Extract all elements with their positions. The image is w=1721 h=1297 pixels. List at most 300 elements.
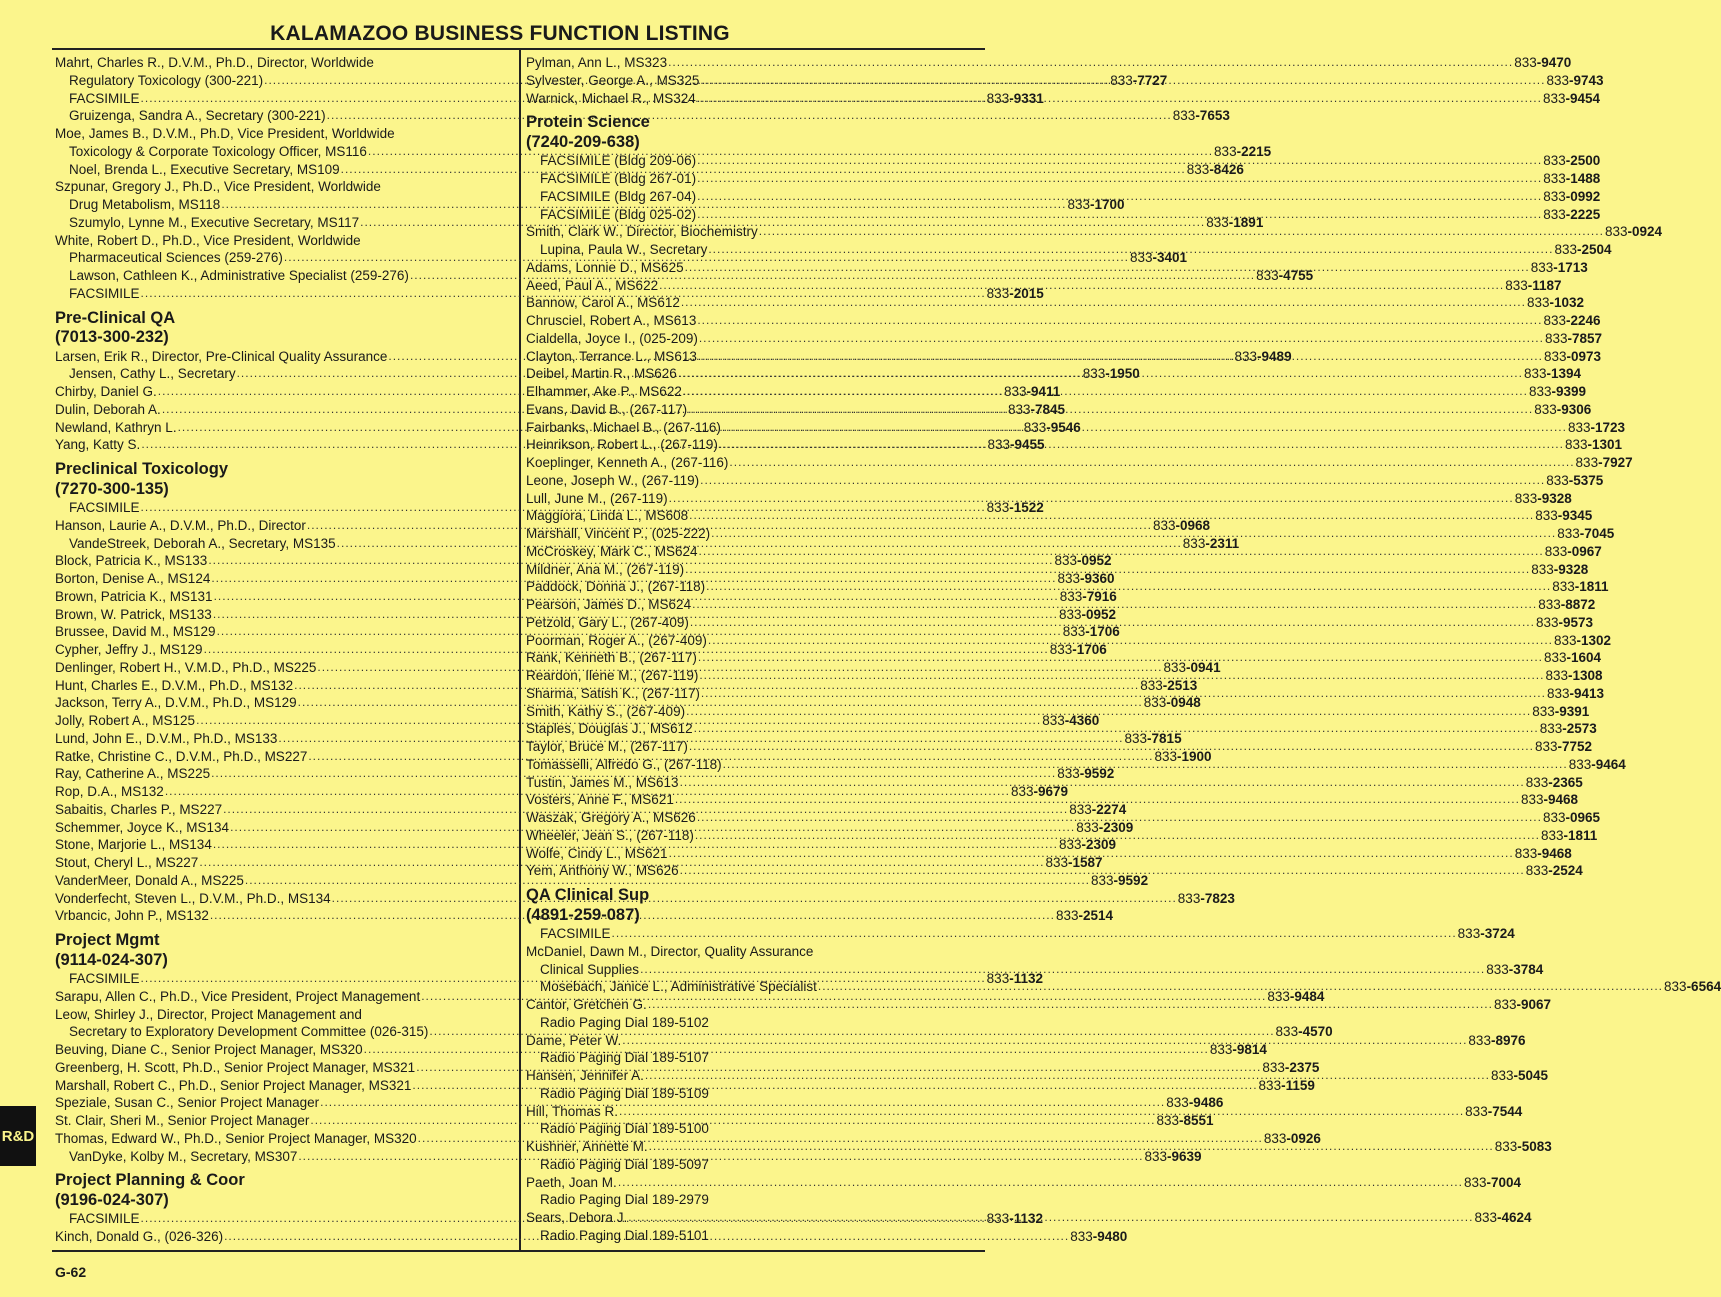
entry-name: Staples, Douglas J., MS612: [526, 721, 693, 737]
phone-number: [1541, 827, 1597, 845]
entry-name: Wheeler, Jean S., (267-118): [526, 827, 694, 843]
phone-number: [1491, 1067, 1548, 1085]
phone-extension: -8426: [1209, 161, 1244, 177]
entry-name: VandeStreek, Deborah A., Secretary, MS135: [69, 535, 336, 551]
entry-name: Lund, John E., D.V.M., Ph.D., MS133: [55, 730, 278, 746]
dot-leader: [697, 809, 1542, 827]
dot-leader: [722, 419, 1567, 437]
phone-prefix: 833: [1543, 313, 1566, 328]
entry-name: Regulatory Toxicology (300-221): [69, 72, 264, 88]
phone-prefix: 833: [1540, 827, 1564, 843]
phone-extension: -1723: [1590, 419, 1626, 435]
directory-entry: [526, 1227, 982, 1245]
page-title: KALAMAZOO BUSINESS FUNCTION LISTING: [270, 22, 730, 45]
phone-prefix: 833: [1076, 819, 1099, 835]
entry-name: Mahrt, Charles R., D.V.M., Ph.D., Director, Worldwide: [55, 55, 374, 70]
bottom-rule: [52, 1250, 985, 1252]
dot-leader: [708, 632, 1553, 650]
entry-name: Clayton, Terrance L., MS613: [526, 348, 697, 364]
phone-prefix: 833: [1062, 624, 1086, 640]
phone-number: [1494, 996, 1551, 1014]
phone-prefix: 833: [1520, 792, 1544, 808]
dot-leader: [759, 223, 1604, 241]
entry-name: Sarapu, Allen C., Ph.D., Vice President, Project Management: [55, 988, 421, 1004]
entry-name: FACSIMILE: [69, 1211, 140, 1227]
phone-prefix: 833: [1528, 384, 1552, 399]
phone-extension: -1587: [1068, 855, 1103, 870]
phone-extension: -3724: [1480, 926, 1515, 941]
phone-prefix: 833: [986, 500, 1010, 515]
entry-name: Stone, Marjorie L., MS134: [55, 837, 212, 853]
entry-name: VanDyke, Kolby M., Secretary, MS307: [69, 1148, 298, 1164]
section-tab: R&D: [0, 1106, 36, 1166]
entry-name: Secretary to Exploratory Development Committee (026-315): [69, 1024, 429, 1040]
phone-prefix: 833: [1552, 579, 1575, 595]
phone-extension: -7916: [1082, 588, 1117, 604]
dot-leader: [697, 152, 1542, 170]
dot-leader: [692, 596, 1537, 614]
phone-prefix: 833: [1124, 730, 1148, 746]
phone-extension: -3401: [1152, 250, 1188, 266]
phone-prefix: 833: [1457, 926, 1481, 941]
entry-name: Newland, Kathryn L.: [55, 419, 177, 435]
entry-name: Kushner, Annette M.: [526, 1139, 648, 1154]
phone-prefix: 833: [1493, 997, 1517, 1012]
phone-prefix: 833: [986, 1211, 1010, 1227]
phone-extension: -7727: [1132, 72, 1168, 88]
phone-extension: -7004: [1486, 1174, 1522, 1190]
phone-prefix: 833: [1058, 606, 1082, 622]
entry-name: Marshall, Robert C., Ph.D., Senior Project Manager, MS321: [55, 1077, 412, 1093]
phone-extension: -0948: [1166, 695, 1201, 711]
phone-prefix: 833: [1057, 766, 1080, 782]
phone-number: [1515, 845, 1572, 863]
phone-number: [1070, 1228, 1127, 1246]
page-number: G-62: [55, 1264, 87, 1280]
entry-name: Radio Paging Dial 189-5101: [540, 1227, 709, 1243]
dot-leader: [729, 454, 1574, 472]
phone-number: [1664, 978, 1721, 996]
phone-extension: -2015: [1009, 285, 1044, 301]
phone-extension: -2375: [1284, 1059, 1320, 1075]
phone-number: [1544, 649, 1601, 667]
entry-name: McDaniel, Dawn M., Director, Quality Assurance: [526, 943, 814, 959]
phone-extension: -0965: [1565, 810, 1601, 825]
phone-number: [1531, 561, 1588, 579]
phone-prefix: 833: [1007, 401, 1031, 417]
phone-extension: -9360: [1080, 571, 1115, 586]
phone-extension: -9814: [1232, 1042, 1267, 1057]
dot-leader: [699, 667, 1544, 685]
dot-leader: [697, 206, 1542, 224]
phone-number: [1552, 578, 1608, 596]
phone-number: [1545, 667, 1602, 685]
section-heading: QA Clinical Sup: [526, 886, 650, 904]
directory-entry: [55, 178, 511, 196]
entry-name: Schemmer, Joyce K., MS134: [55, 819, 230, 835]
phone-number: [1554, 241, 1611, 259]
phone-prefix: 833: [1505, 277, 1528, 293]
phone-extension: -7927: [1598, 455, 1633, 470]
phone-prefix: 833: [1514, 55, 1537, 70]
directory-entry: [526, 943, 982, 961]
phone-extension: -9679: [1033, 784, 1069, 799]
phone-extension: -7045: [1579, 526, 1615, 541]
phone-number: [1568, 419, 1625, 437]
phone-prefix: 833: [1543, 171, 1566, 186]
phone-extension: -9743: [1569, 72, 1604, 88]
entry-name: Pylman, Ann L., MS323: [526, 55, 668, 70]
phone-extension: -1706: [1085, 624, 1120, 640]
directory-entry: [55, 1006, 511, 1024]
phone-prefix: 833: [1543, 206, 1566, 222]
phone-prefix: 833: [1538, 597, 1561, 612]
phone-prefix: 833: [1468, 1032, 1491, 1048]
phone-prefix: 833: [1539, 721, 1563, 737]
directory-entry: [55, 872, 1149, 890]
phone-prefix: 833: [1535, 508, 1558, 524]
phone-extension: -9306: [1556, 401, 1592, 417]
directory-entry: [526, 1085, 982, 1103]
dot-leader: [690, 614, 1535, 632]
phone-extension: -9391: [1554, 703, 1590, 719]
phone-extension: -2309: [1081, 837, 1117, 853]
dot-leader: [688, 401, 1533, 419]
phone-number: [1543, 170, 1600, 188]
entry-name: Ratke, Christine C., D.V.M., Ph.D., MS227: [55, 748, 308, 764]
phone-prefix: 833: [1067, 197, 1090, 212]
phone-extension: -0973: [1566, 348, 1602, 364]
entry-name: FACSIMILE: [69, 971, 140, 986]
entry-name: Vrbancic, John P., MS132: [55, 908, 209, 924]
dot-leader: [700, 72, 1545, 90]
dot-leader: [675, 791, 1520, 809]
section-heading: Pre-Clinical QA: [55, 308, 176, 327]
phone-extension: -9455: [1009, 437, 1045, 453]
phone-extension: -9592: [1113, 872, 1149, 888]
phone-prefix: 833: [1256, 268, 1279, 283]
phone-extension: -5045: [1513, 1068, 1549, 1083]
phone-extension: -9486: [1188, 1095, 1224, 1111]
phone-number: [1543, 188, 1600, 206]
phone-prefix: 833: [1154, 748, 1178, 764]
phone-number: [1527, 294, 1584, 312]
phone-prefix: 833: [1523, 366, 1547, 382]
entry-name: Radio Paging Dial 189-5102: [540, 1014, 709, 1030]
phone-prefix: 833: [986, 90, 1010, 106]
entry-name: FACSIMILE: [69, 90, 140, 106]
entry-name: Jackson, Terry A., D.V.M., Ph.D., MS129: [55, 695, 297, 711]
phone-extension: -0967: [1567, 543, 1602, 559]
phone-number: [1557, 525, 1614, 543]
phone-prefix: 833: [1263, 1130, 1287, 1146]
entry-name: Hunt, Charles E., D.V.M., Ph.D., MS132: [55, 677, 294, 693]
entry-name: Ray, Catherine A., MS225: [55, 766, 211, 782]
phone-extension: -9468: [1543, 792, 1579, 808]
entry-name: Gruizenga, Sandra A., Secretary (300-221): [69, 108, 326, 124]
phone-prefix: 833: [1543, 188, 1566, 204]
phone-number: [1531, 259, 1588, 277]
entry-name: McCroskey, Mark C., MS624: [526, 543, 698, 559]
phone-extension: -1032: [1549, 295, 1585, 311]
phone-number: [1544, 348, 1601, 366]
entry-name: Larsen, Erik R., Director, Pre-Clinical Quality Assurance: [55, 348, 388, 364]
phone-extension: -2311: [1205, 535, 1240, 551]
entry-name: Vonderfecht, Steven L., D.V.M., Ph.D., MS134: [55, 890, 331, 906]
phone-extension: -7845: [1030, 401, 1066, 417]
entry-name: Noel, Brenda L., Executive Secretary, MS109: [69, 161, 340, 177]
phone-extension: -0924: [1627, 224, 1662, 240]
entry-name: Lupina, Paula W., Secretary: [540, 242, 708, 257]
entry-name: FACSIMILE: [69, 285, 140, 301]
phone-prefix: 833: [1010, 784, 1034, 799]
phone-extension: -2573: [1562, 721, 1597, 737]
phone-extension: -3784: [1508, 961, 1544, 977]
entry-name: Paddock, Donna J., (267-118): [526, 579, 706, 595]
entry-name: Brussee, David M., MS129: [55, 624, 216, 640]
dot-leader: [640, 961, 1485, 979]
entry-name: Petzold, Gary L., (267-409): [526, 614, 689, 630]
phone-extension: -4755: [1278, 268, 1314, 283]
phone-number: [1546, 72, 1603, 90]
directory-entry: [526, 1156, 982, 1174]
phone-prefix: 833: [986, 285, 1010, 301]
phone-prefix: 833: [1057, 571, 1081, 586]
phone-prefix: 833: [1604, 224, 1628, 240]
dot-leader: [668, 54, 1513, 72]
phone-extension: -4624: [1496, 1210, 1532, 1225]
dot-leader: [618, 1174, 1463, 1192]
phone-extension: -9328: [1537, 490, 1572, 506]
phone-extension: -2215: [1236, 143, 1272, 159]
dot-leader: [686, 703, 1531, 721]
phone-extension: -7752: [1557, 739, 1593, 754]
entry-name: Brown, W. Patrick, MS133: [55, 606, 212, 622]
phone-extension: -5083: [1517, 1139, 1552, 1154]
phone-extension: -1302: [1576, 632, 1612, 648]
entry-name: Adams, Lonnie D., MS625: [526, 259, 684, 275]
dot-leader: [683, 383, 1528, 401]
entry-name: Cypher, Jeffry J., MS129: [55, 642, 203, 657]
entry-name: St. Clair, Sheri M., Senior Project Manager: [55, 1113, 310, 1128]
entry-name: Kinch, Donald G., (026-326): [55, 1229, 224, 1244]
phone-prefix: 833: [1143, 695, 1167, 711]
directory-entry: [526, 294, 1585, 312]
entry-name: Fairbanks, Michael B., (267-116): [526, 419, 721, 435]
phone-prefix: 833: [1474, 1210, 1497, 1225]
phone-prefix: 833: [1544, 330, 1568, 346]
entry-name: Chrusciel, Robert A., MS613: [526, 313, 697, 328]
phone-prefix: 833: [1058, 837, 1082, 853]
entry-name: Maggiora, Linda L., MS608: [526, 508, 689, 524]
phone-prefix: 833: [987, 437, 1010, 453]
phone-extension: -9484: [1289, 988, 1325, 1004]
entry-name: Radio Paging Dial 189-5107: [540, 1050, 709, 1066]
phone-number: [1536, 614, 1593, 632]
phone-prefix: 833: [1542, 90, 1566, 106]
dot-leader: [694, 720, 1539, 738]
phone-extension: -9546: [1046, 419, 1081, 435]
dot-leader: [678, 365, 1523, 383]
phone-prefix: 833: [1153, 517, 1176, 533]
phone-extension: -1308: [1568, 668, 1603, 683]
phone-number: [1178, 890, 1235, 908]
dot-leader: [719, 436, 1564, 454]
phone-number: [1464, 1174, 1521, 1192]
entry-name: Elhammer, Ake P., MS622: [526, 384, 682, 399]
phone-prefix: 833: [1172, 108, 1196, 124]
phone-prefix: 833: [1494, 1139, 1518, 1154]
phone-prefix: 833: [1544, 543, 1568, 559]
entry-name: Brown, Patricia K., MS131: [55, 588, 213, 604]
phone-prefix: 833: [1214, 143, 1237, 159]
dot-leader: [622, 1032, 1467, 1050]
phone-prefix: 833: [1544, 650, 1567, 666]
phone-prefix: 833: [1267, 988, 1290, 1004]
phone-number: [1543, 152, 1600, 170]
entry-name: Hansen, Jennifer A.: [526, 1068, 644, 1083]
phone-prefix: 833: [1567, 419, 1591, 435]
phone-number: [1505, 277, 1561, 295]
phone-extension: -1488: [1565, 171, 1601, 186]
phone-prefix: 833: [1070, 1229, 1093, 1244]
phone-prefix: 833: [1546, 685, 1570, 701]
entry-name: Leow, Shirley J., Director, Project Management and: [55, 1006, 362, 1022]
entry-name: Cialdella, Joyce I., (025-209): [526, 330, 698, 346]
entry-name: Jensen, Cathy L., Secretary: [69, 366, 236, 382]
phone-prefix: 833: [1664, 979, 1687, 995]
dot-leader: [706, 578, 1551, 596]
phone-prefix: 833: [1069, 801, 1092, 817]
phone-extension: -2309: [1098, 819, 1134, 835]
phone-prefix: 833: [1525, 774, 1549, 790]
entry-name: Sabaitis, Charles P., MS227: [55, 801, 223, 817]
entry-name: Wolfe, Cindy L., MS621: [526, 845, 668, 861]
phone-extension: -9464: [1591, 756, 1626, 772]
entry-name: Paeth, Joan M.: [526, 1174, 617, 1190]
entry-name: Pharmaceutical Sciences (259-276): [69, 250, 283, 266]
phone-prefix: 833: [1554, 242, 1578, 257]
phone-prefix: 833: [1546, 472, 1569, 488]
phone-extension: -9573: [1558, 614, 1594, 630]
dot-leader: [680, 862, 1525, 880]
dot-leader: [697, 312, 1542, 330]
entry-name: Radio Paging Dial 189-5100: [540, 1121, 709, 1137]
phone-prefix: 833: [1530, 259, 1554, 275]
phone-number: [1524, 365, 1581, 383]
entry-name: Taylor, Bruce M., (267-117): [526, 739, 688, 754]
phone-number: [1569, 756, 1626, 774]
entry-name: Sears, Debora J.: [526, 1210, 628, 1225]
entry-name: Radio Paging Dial 189-5097: [540, 1156, 709, 1172]
dot-leader: [659, 277, 1504, 295]
phone-number: [1543, 312, 1600, 330]
phone-prefix: 833: [1054, 553, 1077, 569]
phone-number: [1543, 809, 1600, 827]
dot-leader: [699, 330, 1544, 348]
entry-name: FACSIMILE: [540, 926, 611, 941]
phone-extension: -1900: [1177, 748, 1212, 764]
entry-name: Hanson, Laurie A., D.V.M., Ph.D., Director: [55, 517, 306, 533]
phone-number: [1546, 472, 1603, 490]
phone-prefix: 833: [1545, 668, 1569, 683]
section-heading: Protein Science: [526, 113, 650, 132]
phone-prefix: 833: [1055, 908, 1079, 924]
phone-extension: -8551: [1179, 1113, 1214, 1128]
phone-extension: -1700: [1089, 197, 1125, 212]
directory-entry: [526, 1120, 982, 1138]
entry-name: FACSIMILE (Bldg 267-04): [540, 188, 697, 204]
dot-leader: [698, 348, 1543, 366]
phone-extension: -1950: [1105, 366, 1140, 382]
directory-entry: [526, 1191, 982, 1209]
entry-name: Reardon, Ilene M., (267-119): [526, 668, 699, 683]
phone-extension: -1159: [1281, 1077, 1315, 1093]
phone-prefix: 833: [1042, 713, 1065, 728]
phone-prefix: 833: [1091, 872, 1114, 888]
dot-leader: [645, 1067, 1490, 1085]
phone-prefix: 833: [1156, 1113, 1180, 1128]
phone-prefix: 833: [1275, 1024, 1299, 1040]
entry-name: Borton, Denise A., MS124: [55, 571, 211, 586]
phone-extension: -1394: [1546, 366, 1582, 382]
phone-prefix: 833: [1554, 632, 1577, 648]
entry-name: Chirby, Daniel G.: [55, 384, 157, 399]
phone-prefix: 833: [1557, 526, 1580, 541]
phone-prefix: 833: [1490, 1068, 1514, 1083]
phone-extension: -2274: [1091, 801, 1127, 817]
phone-prefix: 833: [1514, 490, 1538, 506]
phone-extension: -0992: [1565, 188, 1601, 204]
phone-extension: -8976: [1490, 1032, 1526, 1048]
phone-number: [1056, 907, 1113, 925]
phone-prefix: 833: [1163, 659, 1187, 675]
dot-leader: [689, 507, 1534, 525]
phone-prefix: 833: [1140, 677, 1163, 693]
entry-name: Cantor, Gretchen G.: [526, 997, 647, 1012]
entry-name: Dame, Peter W.: [526, 1032, 622, 1048]
phone-prefix: 833: [1045, 855, 1068, 870]
entry-name: Mildner, Ana M., (267-119): [526, 561, 685, 577]
phone-extension: -2365: [1548, 774, 1583, 790]
phone-extension: -9413: [1569, 685, 1605, 701]
phone-number: [1495, 1138, 1552, 1156]
phone-extension: -9470: [1536, 55, 1572, 70]
phone-number: [1468, 1032, 1525, 1050]
entry-name: Mosebach, Janice L., Administrative Specialist: [540, 979, 817, 995]
phone-number: [1605, 223, 1662, 241]
dot-leader: [699, 543, 1544, 561]
phone-prefix: 833: [1526, 295, 1550, 311]
phone-extension: -9328: [1553, 561, 1589, 577]
phone-extension: -1301: [1587, 437, 1623, 453]
phone-prefix: 833: [1182, 535, 1206, 551]
directory-entry: [526, 454, 1633, 472]
phone-number: [1538, 596, 1595, 614]
phone-prefix: 833: [1258, 1077, 1282, 1093]
section-code: (7270-300-135): [55, 479, 169, 498]
phone-number: [1545, 330, 1602, 348]
phone-prefix: 833: [1534, 739, 1558, 754]
phone-number: [1534, 401, 1591, 419]
dot-leader: [685, 561, 1530, 579]
dot-leader: [669, 845, 1514, 863]
phone-number: [1474, 1209, 1531, 1227]
phone-extension: -9592: [1079, 766, 1115, 782]
entry-name: FACSIMILE (Bldg 209-06): [540, 153, 697, 169]
phone-number: [1565, 436, 1622, 454]
phone-extension: -2524: [1548, 863, 1583, 879]
